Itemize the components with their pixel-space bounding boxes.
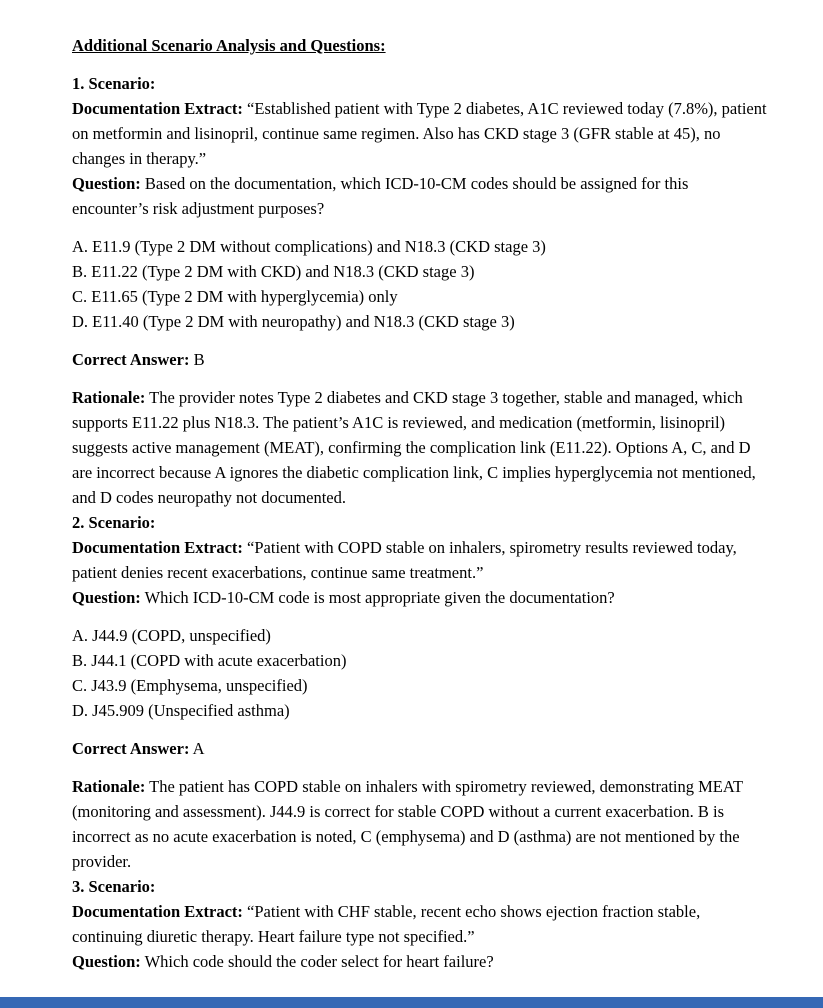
- correct-answer-label: Correct Answer:: [72, 739, 190, 758]
- scenario-heading: 2. Scenario:: [72, 513, 156, 532]
- documentation-extract: [72, 535, 768, 585]
- rationale: [72, 385, 768, 510]
- option-line: D. E11.40 (Type 2 DM with neuropathy) and N18.3 (CKD stage 3): [72, 312, 515, 331]
- documentation-extract-label: Documentation Extract:: [72, 538, 243, 557]
- question-label: Question:: [72, 952, 141, 971]
- scenario-list: [72, 71, 768, 974]
- question: [72, 171, 768, 221]
- option-line: B. E11.22 (Type 2 DM with CKD) and N18.3 (CKD stage 3): [72, 262, 475, 281]
- scenario-section: [72, 874, 768, 974]
- documentation-extract-text: “Patient with CHF stable, recent echo shows ejection fraction stable, continuing diuretic therapy. Heart failure type not specified.”: [72, 902, 701, 946]
- rationale-text: The patient has COPD stable on inhalers with spirometry reviewed, demonstrating MEAT (monitoring and assessment). J44.9 is correct for stable COPD without a current exacerbation. B is incorrect as no acute exacerbation is noted, C (emphysema) and D (asthma) are not mentioned by the provider.: [72, 777, 743, 871]
- option-line: C. J43.9 (Emphysema, unspecified): [72, 676, 308, 695]
- scenario-heading: 3. Scenario:: [72, 877, 156, 896]
- answer-options: [72, 623, 768, 723]
- correct-answer-value: A: [192, 739, 205, 758]
- option-line: C. E11.65 (Type 2 DM with hyperglycemia) only: [72, 287, 398, 306]
- correct-answer-value: B: [193, 350, 205, 369]
- documentation-extract: [72, 96, 768, 171]
- question-label: Question:: [72, 588, 141, 607]
- documentation-extract-text: “Established patient with Type 2 diabetes, A1C reviewed today (7.8%), patient on metformin and lisinopril, continue same regimen. Also has CKD stage 3 (GFR stable at 45), no changes in therapy.”: [72, 99, 767, 168]
- correct-answer: [72, 736, 768, 761]
- documentation-extract-label: Documentation Extract:: [72, 99, 243, 118]
- page-title: Additional Scenario Analysis and Questions:: [72, 36, 386, 55]
- document-content: [72, 33, 768, 974]
- question: [72, 585, 768, 610]
- scenario-section: [72, 510, 768, 874]
- question-text: Which ICD-10-CM code is most appropriate given the documentation?: [144, 588, 615, 607]
- scenario-intro: [72, 874, 768, 974]
- rationale: [72, 774, 768, 874]
- correct-answer-label: Correct Answer:: [72, 350, 190, 369]
- rationale-label: Rationale:: [72, 777, 146, 796]
- scenario-intro: [72, 71, 768, 221]
- scenario-intro: [72, 510, 768, 610]
- scenario-section: [72, 71, 768, 510]
- question: [72, 949, 768, 974]
- question-text: Which code should the coder select for heart failure?: [144, 952, 494, 971]
- documentation-extract-label: Documentation Extract:: [72, 902, 243, 921]
- documentation-extract-text: “Patient with COPD stable on inhalers, spirometry results reviewed today, patient denies recent exacerbations, continue same treatment.”: [72, 538, 737, 582]
- option-line: D. J45.909 (Unspecified asthma): [72, 701, 290, 720]
- documentation-extract: [72, 899, 768, 949]
- question-text: Based on the documentation, which ICD-10-CM codes should be assigned for this encounter’s risk adjustment purposes?: [72, 174, 689, 218]
- rationale-text: The provider notes Type 2 diabetes and CKD stage 3 together, stable and managed, which supports E11.22 plus N18.3. The patient’s A1C is reviewed, and medication (metformin, lisinopril) suggests active management (MEAT), confirming the complication link (E11.22). Options A, C, and D are incorrect because A ignores the diabetic complication link, C implies hyperglycemia not mentioned, and D codes neuropathy not documented.: [72, 388, 756, 507]
- answer-options: [72, 234, 768, 334]
- correct-answer: [72, 347, 768, 372]
- option-line: A. E11.9 (Type 2 DM without complications) and N18.3 (CKD stage 3): [72, 237, 546, 256]
- option-line: B. J44.1 (COPD with acute exacerbation): [72, 651, 347, 670]
- option-line: A. J44.9 (COPD, unspecified): [72, 626, 271, 645]
- rationale-label: Rationale:: [72, 388, 146, 407]
- scenario-heading: 1. Scenario:: [72, 74, 156, 93]
- footer-bar: [0, 997, 823, 1008]
- question-label: Question:: [72, 174, 141, 193]
